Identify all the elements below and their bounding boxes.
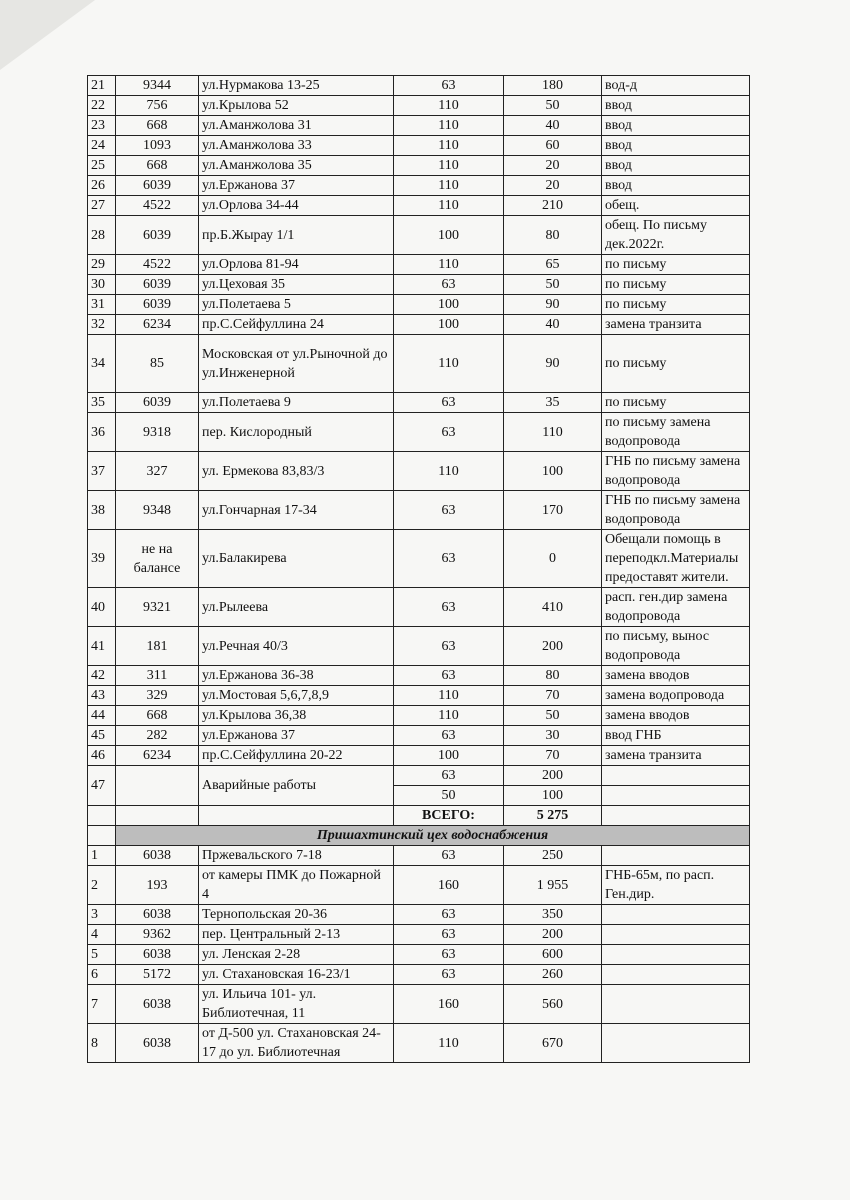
row-number: 39 [88, 530, 116, 588]
row-diameter: 63 [394, 726, 504, 746]
empty-cell [116, 806, 199, 826]
row-diameter: 160 [394, 985, 504, 1024]
total-row [88, 806, 750, 826]
row-length: 410 [504, 588, 602, 627]
row-length: 40 [504, 116, 602, 136]
row-code: 756 [116, 96, 199, 116]
row-address: ул. Стахановская 16-23/1 [199, 965, 394, 985]
row-code: 9348 [116, 491, 199, 530]
row-code: 181 [116, 627, 199, 666]
row-note [602, 905, 750, 925]
row-address: ул.Крылова 36,38 [199, 706, 394, 726]
row-number: 3 [88, 905, 116, 925]
row-note: расп. ген.дир замена водопровода [602, 588, 750, 627]
row-number: 43 [88, 686, 116, 706]
row-number: 26 [88, 176, 116, 196]
row-address: ул.Аманжолова 35 [199, 156, 394, 176]
row-length: 35 [504, 393, 602, 413]
table-row [88, 925, 750, 945]
row-address: ул.Полетаева 9 [199, 393, 394, 413]
row-diameter: 63 [394, 393, 504, 413]
row-length: 60 [504, 136, 602, 156]
table-row [88, 746, 750, 766]
row-number: 2 [88, 866, 116, 905]
row-note: Обещали помощь в переподкл.Материалы предоставят жители. [602, 530, 750, 588]
row-number: 7 [88, 985, 116, 1024]
row-code: 6039 [116, 295, 199, 315]
row-note: ГНБ по письму замена водопровода [602, 491, 750, 530]
row-code: 9344 [116, 76, 199, 96]
row-length: 1 955 [504, 866, 602, 905]
row-number: 5 [88, 945, 116, 965]
row-address: ул.Аманжолова 31 [199, 116, 394, 136]
table-row [88, 136, 750, 156]
row-address: ул.Ержанова 36-38 [199, 666, 394, 686]
row-diameter: 100 [394, 315, 504, 335]
row-note [602, 945, 750, 965]
table-row [88, 452, 750, 491]
row-note [602, 985, 750, 1024]
row-length: 170 [504, 491, 602, 530]
row-code: 668 [116, 706, 199, 726]
row-number: 23 [88, 116, 116, 136]
row-address: ул.Ержанова 37 [199, 176, 394, 196]
row-address: Московская от ул.Рыночной до ул.Инженерной [199, 335, 394, 393]
row-diameter: 110 [394, 96, 504, 116]
table-row [88, 393, 750, 413]
row-address: ул.Цеховая 35 [199, 275, 394, 295]
row-number: 36 [88, 413, 116, 452]
row-note: ввод [602, 156, 750, 176]
row-code: 668 [116, 116, 199, 136]
row-length: 90 [504, 335, 602, 393]
row-note: по письму [602, 335, 750, 393]
table-row [88, 156, 750, 176]
row-diameter: 63 [394, 945, 504, 965]
row-length: 210 [504, 196, 602, 216]
row-number: 4 [88, 925, 116, 945]
row-number: 28 [88, 216, 116, 255]
row-number: 32 [88, 315, 116, 335]
row-length: 250 [504, 846, 602, 866]
table-row [88, 96, 750, 116]
row-length: 0 [504, 530, 602, 588]
row-diameter: 100 [394, 216, 504, 255]
row-number: 31 [88, 295, 116, 315]
row-note [602, 846, 750, 866]
row-number: 8 [88, 1024, 116, 1063]
row-diameter: 110 [394, 176, 504, 196]
table-row [88, 905, 750, 925]
total-value: 5 275 [504, 806, 602, 826]
row-address: ул.Аманжолова 33 [199, 136, 394, 156]
row-code: 668 [116, 156, 199, 176]
row-code: 6234 [116, 746, 199, 766]
row-note: замена водопровода [602, 686, 750, 706]
empty-cell [602, 806, 750, 826]
row-diameter: 110 [394, 1024, 504, 1063]
row-address: ул. Ильича 101- ул. Библиотечная, 11 [199, 985, 394, 1024]
table-row [88, 846, 750, 866]
row-note: ввод [602, 96, 750, 116]
row-length: 670 [504, 1024, 602, 1063]
total-label: ВСЕГО: [394, 806, 504, 826]
row-number: 37 [88, 452, 116, 491]
row-address: пр.Б.Жырау 1/1 [199, 216, 394, 255]
row-address: Тернопольская 20-36 [199, 905, 394, 925]
row-number: 44 [88, 706, 116, 726]
row-note: замена транзита [602, 315, 750, 335]
row-length: 50 [504, 275, 602, 295]
table-row [88, 196, 750, 216]
row-length: 80 [504, 216, 602, 255]
section-header-row [88, 826, 750, 846]
table-row [88, 275, 750, 295]
pipe-table [87, 75, 750, 1063]
row-address: ул. Ленская 2-28 [199, 945, 394, 965]
row-diameter: 110 [394, 452, 504, 491]
row-length: 90 [504, 295, 602, 315]
row-note: ввод [602, 116, 750, 136]
row-address: пр.С.Сейфуллина 24 [199, 315, 394, 335]
row-code: не на балансе [116, 530, 199, 588]
row-diameter: 63 [394, 766, 504, 786]
row-note: по письму [602, 275, 750, 295]
row-diameter: 110 [394, 335, 504, 393]
row-address: ул.Речная 40/3 [199, 627, 394, 666]
row-length: 20 [504, 156, 602, 176]
row-diameter: 110 [394, 255, 504, 275]
row-diameter: 63 [394, 905, 504, 925]
row-number: 47 [88, 766, 116, 806]
row-code: 329 [116, 686, 199, 706]
table-row [88, 1024, 750, 1063]
row-diameter: 110 [394, 116, 504, 136]
row-diameter: 100 [394, 746, 504, 766]
row-diameter: 63 [394, 491, 504, 530]
empty-cell [88, 826, 116, 846]
row-code: 4522 [116, 255, 199, 275]
row-address: ул. Ермекова 83,83/3 [199, 452, 394, 491]
row-note [602, 925, 750, 945]
table-row [88, 413, 750, 452]
row-note [602, 786, 750, 806]
row-length: 100 [504, 452, 602, 491]
row-number: 27 [88, 196, 116, 216]
row-address: ул.Ержанова 37 [199, 726, 394, 746]
row-address: ул.Гончарная 17-34 [199, 491, 394, 530]
row-note: обещ. По письму дек.2022г. [602, 216, 750, 255]
row-diameter: 63 [394, 925, 504, 945]
row-note: по письму [602, 255, 750, 275]
row-address: ул.Рылеева [199, 588, 394, 627]
row-code: 9362 [116, 925, 199, 945]
row-diameter: 160 [394, 866, 504, 905]
row-note: ГНБ по письму замена водопровода [602, 452, 750, 491]
row-note: ввод [602, 176, 750, 196]
row-address: ул.Полетаева 5 [199, 295, 394, 315]
table-row [88, 766, 750, 786]
row-length: 560 [504, 985, 602, 1024]
page-fold-corner [0, 0, 95, 70]
row-number: 21 [88, 76, 116, 96]
row-length: 70 [504, 746, 602, 766]
row-length: 80 [504, 666, 602, 686]
row-diameter: 63 [394, 846, 504, 866]
row-diameter: 110 [394, 196, 504, 216]
row-note: ввод [602, 136, 750, 156]
row-code: 6038 [116, 905, 199, 925]
table-row [88, 530, 750, 588]
empty-cell [88, 806, 116, 826]
row-number: 29 [88, 255, 116, 275]
table-row [88, 176, 750, 196]
row-number: 24 [88, 136, 116, 156]
section-title: Пришахтинский цех водоснабжения [116, 826, 750, 846]
table-row [88, 76, 750, 96]
row-number: 40 [88, 588, 116, 627]
row-length: 40 [504, 315, 602, 335]
row-note: ввод ГНБ [602, 726, 750, 746]
row-diameter: 63 [394, 76, 504, 96]
row-code: 6038 [116, 1024, 199, 1063]
row-number: 42 [88, 666, 116, 686]
row-diameter: 110 [394, 136, 504, 156]
table-row [88, 255, 750, 275]
row-address: ул.Мостовая 5,6,7,8,9 [199, 686, 394, 706]
row-note: ГНБ-65м, по расп. Ген.дир. [602, 866, 750, 905]
row-diameter: 63 [394, 275, 504, 295]
row-length: 70 [504, 686, 602, 706]
row-address: пер. Центральный 2-13 [199, 925, 394, 945]
row-length: 50 [504, 96, 602, 116]
table-row [88, 315, 750, 335]
row-note [602, 965, 750, 985]
row-diameter: 110 [394, 706, 504, 726]
row-note: замена вводов [602, 706, 750, 726]
row-code: 9321 [116, 588, 199, 627]
row-code: 6039 [116, 393, 199, 413]
table-row [88, 666, 750, 686]
row-number: 45 [88, 726, 116, 746]
row-number: 41 [88, 627, 116, 666]
table-row [88, 706, 750, 726]
table-row [88, 335, 750, 393]
row-diameter: 63 [394, 588, 504, 627]
row-length: 200 [504, 627, 602, 666]
row-number: 34 [88, 335, 116, 393]
row-number: 35 [88, 393, 116, 413]
row-code: 6038 [116, 985, 199, 1024]
empty-cell [199, 806, 394, 826]
row-code: 9318 [116, 413, 199, 452]
table-body-lower [88, 846, 750, 1063]
row-code: 193 [116, 866, 199, 905]
row-number: 6 [88, 965, 116, 985]
row-code: 6039 [116, 275, 199, 295]
row-code: 6039 [116, 176, 199, 196]
row-diameter: 100 [394, 295, 504, 315]
emergency-block [88, 766, 750, 846]
row-address: ул.Нурмакова 13-25 [199, 76, 394, 96]
row-address: пр.С.Сейфуллина 20-22 [199, 746, 394, 766]
row-length: 200 [504, 925, 602, 945]
row-length: 260 [504, 965, 602, 985]
row-diameter: 63 [394, 965, 504, 985]
row-note: по письму, вынос водопровода [602, 627, 750, 666]
row-number: 30 [88, 275, 116, 295]
row-note: вод-д [602, 76, 750, 96]
row-code: 327 [116, 452, 199, 491]
row-length: 20 [504, 176, 602, 196]
row-length: 350 [504, 905, 602, 925]
row-number: 22 [88, 96, 116, 116]
row-diameter: 63 [394, 666, 504, 686]
row-note: замена транзита [602, 746, 750, 766]
row-address: Пржевальского 7-18 [199, 846, 394, 866]
row-diameter: 110 [394, 156, 504, 176]
table-row [88, 295, 750, 315]
row-address: ул.Орлова 81-94 [199, 255, 394, 275]
row-number: 46 [88, 746, 116, 766]
row-note: по письму [602, 393, 750, 413]
row-note: по письму [602, 295, 750, 315]
row-diameter: 63 [394, 530, 504, 588]
row-note [602, 766, 750, 786]
row-code: 311 [116, 666, 199, 686]
row-address: ул.Крылова 52 [199, 96, 394, 116]
row-note: обещ. [602, 196, 750, 216]
row-code: 6039 [116, 216, 199, 255]
row-diameter: 110 [394, 686, 504, 706]
row-number: 25 [88, 156, 116, 176]
row-code: 85 [116, 335, 199, 393]
row-code [116, 766, 199, 806]
row-number: 38 [88, 491, 116, 530]
row-length: 600 [504, 945, 602, 965]
table-row [88, 686, 750, 706]
table-row [88, 945, 750, 965]
row-code: 6234 [116, 315, 199, 335]
table-row [88, 866, 750, 905]
table-row [88, 216, 750, 255]
row-length: 30 [504, 726, 602, 746]
table-row [88, 588, 750, 627]
row-address: ул.Балакирева [199, 530, 394, 588]
row-note: замена вводов [602, 666, 750, 686]
row-note: по письму замена водопровода [602, 413, 750, 452]
table-row [88, 627, 750, 666]
row-code: 6038 [116, 846, 199, 866]
row-length: 180 [504, 76, 602, 96]
emergency-label: Аварийные работы [199, 766, 394, 806]
row-code: 6038 [116, 945, 199, 965]
row-address: ул.Орлова 34-44 [199, 196, 394, 216]
row-address: пер. Кислородный [199, 413, 394, 452]
table-row [88, 491, 750, 530]
table-row [88, 116, 750, 136]
row-diameter: 50 [394, 786, 504, 806]
table-row [88, 985, 750, 1024]
row-length: 50 [504, 706, 602, 726]
table-row [88, 726, 750, 746]
row-diameter: 63 [394, 413, 504, 452]
row-length: 110 [504, 413, 602, 452]
row-code: 5172 [116, 965, 199, 985]
row-code: 4522 [116, 196, 199, 216]
row-code: 282 [116, 726, 199, 746]
row-length: 65 [504, 255, 602, 275]
table-row [88, 965, 750, 985]
table-body-upper [88, 76, 750, 766]
row-length: 100 [504, 786, 602, 806]
row-note [602, 1024, 750, 1063]
row-diameter: 63 [394, 627, 504, 666]
row-address: от камеры ПМК до Пожарной 4 [199, 866, 394, 905]
row-number: 1 [88, 846, 116, 866]
row-address: от Д-500 ул. Стахановская 24-17 до ул. Библиотечная [199, 1024, 394, 1063]
row-length: 200 [504, 766, 602, 786]
row-code: 1093 [116, 136, 199, 156]
